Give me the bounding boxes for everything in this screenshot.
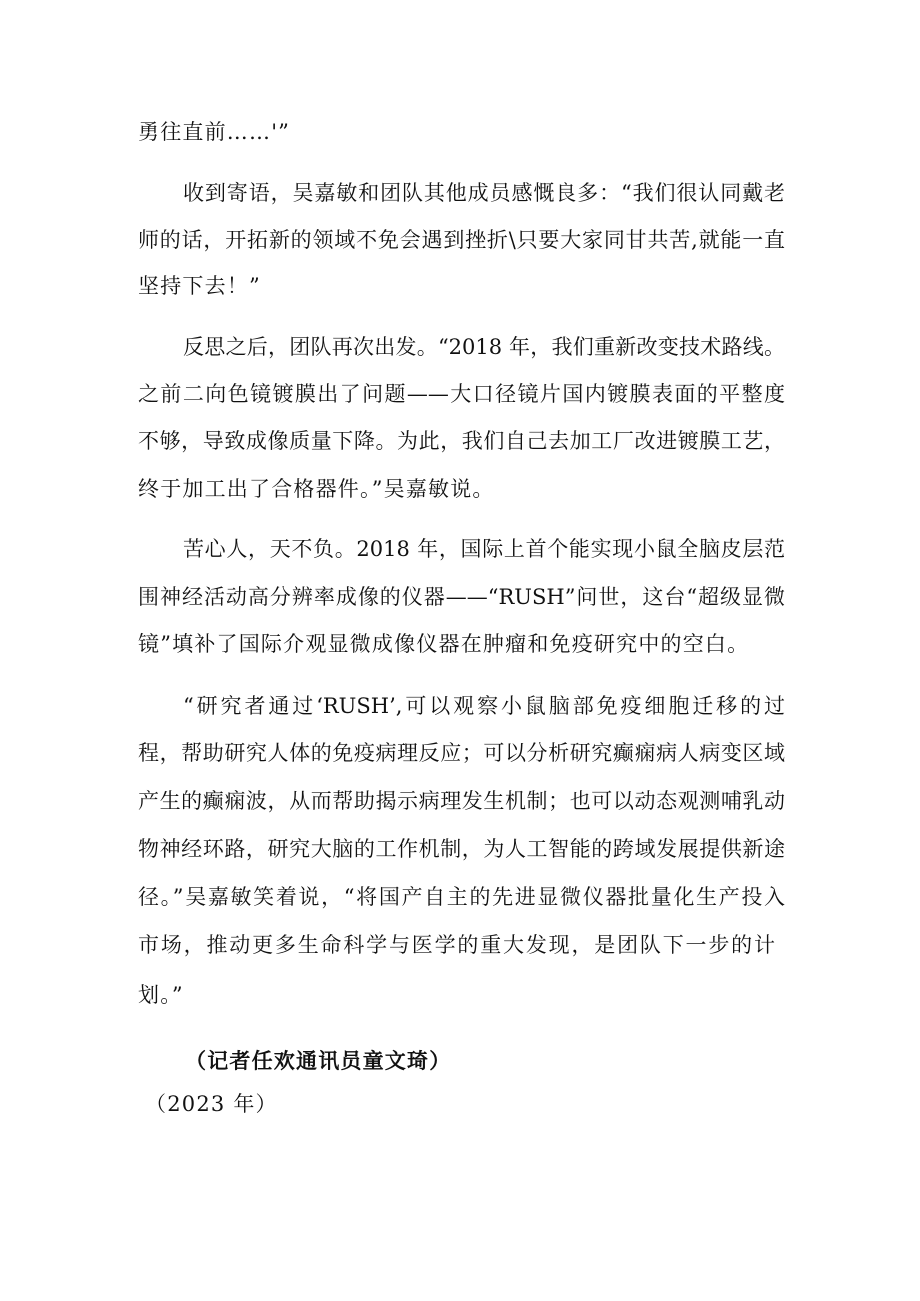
text-line: 程，帮助研究人体的免疫病理反应；可以分析研究癫痫病人病变区域: [138, 741, 785, 765]
paragraph-first-line: 反思之后，团队再次出发。“2018 年，我们重新改变技术路线。: [183, 335, 785, 359]
paragraph-first-line: 苦心人，天不负。2018 年，国际上首个能实现小鼠全脑皮层范: [183, 537, 785, 561]
paragraph-first-line: 收到寄语，吴嘉敏和团队其他成员感慨良多：“我们很认同戴老: [183, 181, 785, 205]
text-line: 市场，推动更多生命科学与医学的重大发现，是团队下一步的计: [138, 933, 775, 957]
text-line: 产生的癫痫波，从而帮助揭示病理发生机制；也可以动态观测哺乳动: [138, 789, 785, 813]
text-line: 终于加工出了合格器件。”吴嘉敏说。: [138, 477, 495, 501]
paragraph-first-line: “研究者通过‘RUSH’,可以观察小鼠脑部免疫细胞迁移的过: [183, 694, 785, 718]
publication-year: （2023 年）: [145, 1092, 278, 1116]
text-line: 围神经活动高分辨率成像的仪器——“RUSH”问世，这台“超级显微: [138, 585, 785, 609]
text-line: 坚持下去！”: [138, 274, 261, 298]
text-line: 镜”填补了国际介观显微成像仪器在肿瘤和免疫研究中的空白。: [138, 632, 750, 656]
text-line: 师的话，开拓新的领域不免会遇到挫折\只要大家同甘共苦,就能一直: [138, 228, 785, 252]
text-line: 径。”吴嘉敏笑着说，“将国产自主的先进显微仪器批量化生产投入: [138, 885, 785, 909]
text-line: 之前二向色镜镀膜出了问题——大口径镜片国内镀膜表面的平整度: [138, 382, 785, 406]
reporter-byline: （记者任欢通讯员童文琦）: [185, 1048, 452, 1073]
text-line: 勇往直前……'”: [138, 120, 291, 144]
text-line: 划。”: [138, 983, 184, 1007]
text-line: 物神经环路，研究大脑的工作机制，为人工智能的跨域发展提供新途: [138, 837, 785, 861]
text-line: 不够，导致成像质量下降。为此，我们自己去加工厂改进镀膜工艺，: [138, 429, 785, 453]
